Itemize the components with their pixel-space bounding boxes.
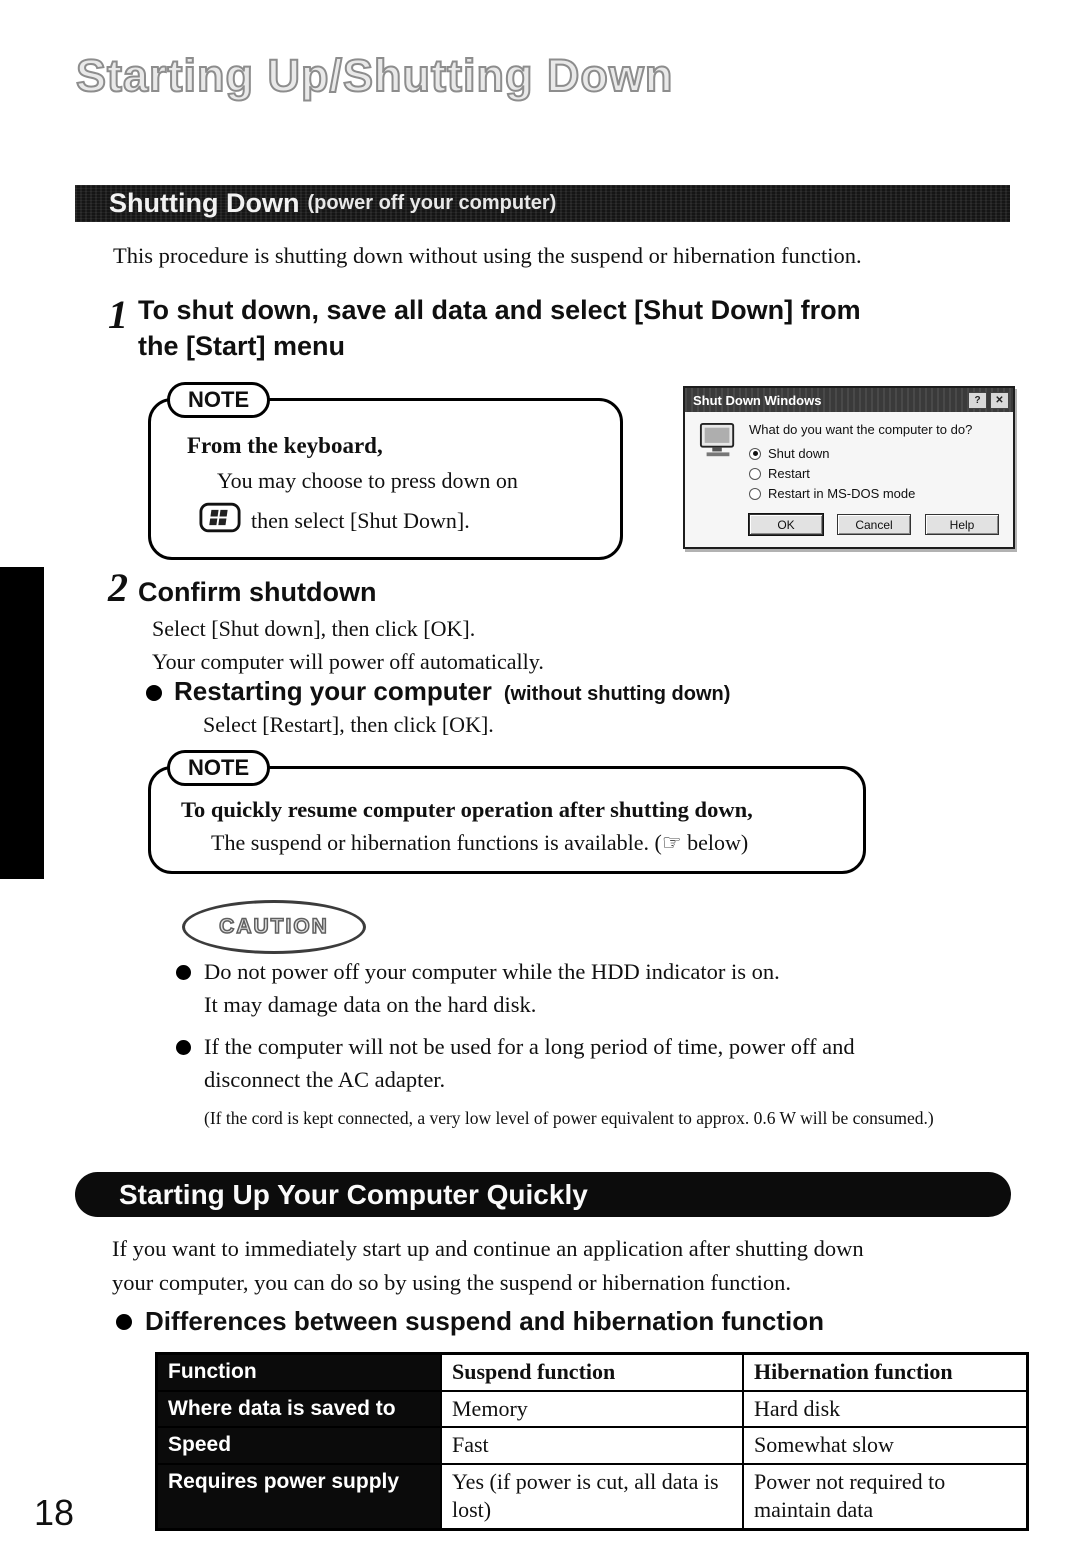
note-keyboard-line2	[199, 502, 620, 539]
radio-option-msdos	[749, 486, 1003, 501]
dialog-titlebar	[685, 388, 1013, 412]
dialog-buttons	[749, 514, 1003, 535]
step-1-heading	[138, 293, 861, 364]
caution-item2-line2: disconnect the AC adapter.	[204, 1066, 446, 1092]
step-2-line2: Your computer will power off automatically.	[152, 649, 544, 674]
section-bar-title: Shutting Down	[109, 188, 300, 218]
note-label: NOTE	[167, 750, 270, 786]
radio-option-restart	[749, 466, 1003, 481]
help-button: Help	[925, 514, 999, 535]
bullet-icon	[146, 685, 162, 701]
step-1	[108, 293, 861, 364]
caution-fine-print: (If the cord is kept connected, a very low level of power equivalent to approx. 0.6 W will be consumed.)	[204, 1108, 934, 1129]
dialog-content	[749, 422, 1003, 535]
differences-heading: Differences between suspend and hibernation function	[145, 1306, 824, 1336]
comparison-table	[155, 1352, 1029, 1531]
caution-item	[176, 956, 1038, 1022]
table-cell-speed-hibernation: Somewhat slow	[744, 1428, 1026, 1465]
starting-up-intro	[112, 1232, 864, 1300]
step-2-line1: Select [Shut down], then click [OK].	[152, 616, 476, 641]
page-number: 18	[34, 1492, 75, 1533]
ok-button: OK	[749, 514, 823, 535]
restarting-section	[146, 676, 730, 738]
bullet-icon	[176, 1040, 191, 1055]
table-cell-speed-suspend: Fast	[442, 1428, 744, 1465]
radio-icon	[749, 488, 761, 500]
radio-selected-icon	[749, 448, 761, 460]
table-cell-saved-to-suspend: Memory	[442, 1392, 744, 1429]
table-row-label-saved-to: Where data is saved to	[158, 1392, 442, 1429]
note-keyboard-line1: You may choose to press down on	[217, 468, 518, 493]
caution-item2-line1: If the computer will not be used for a long period of time, power off and	[204, 1033, 855, 1059]
step-1-heading-line2: the [Start] menu	[138, 330, 346, 361]
windows-key-icon	[199, 502, 241, 539]
starting-up-intro-line1: If you want to immediately start up and continue an application after shutting down	[112, 1236, 864, 1261]
radio-label-restart: Restart	[768, 466, 810, 481]
step-2	[108, 566, 376, 611]
table-cell-saved-to-hibernation: Hard disk	[744, 1392, 1026, 1429]
caution-label: CAUTION	[219, 915, 329, 938]
caution-badge	[182, 900, 366, 954]
section-bar-subtitle: (power off your computer)	[307, 192, 557, 214]
restarting-heading-sub: (without shutting down)	[503, 683, 731, 705]
dialog-close-icon: ✕	[990, 392, 1009, 409]
table-row-label-speed: Speed	[158, 1428, 442, 1465]
table-header-function: Function	[158, 1355, 442, 1392]
caution-item	[176, 1031, 1038, 1097]
restarting-line: Select [Restart], then click [OK].	[203, 712, 494, 737]
radio-icon	[749, 468, 761, 480]
radio-label-shut-down: Shut down	[768, 446, 830, 461]
shutting-down-intro: This procedure is shutting down without using the suspend or hibernation function.	[113, 243, 862, 268]
dialog-help-icon: ?	[968, 392, 987, 409]
side-tab-marker	[0, 567, 44, 879]
computer-icon	[697, 422, 739, 535]
note-box-keyboard	[148, 387, 623, 560]
section-bar-shutting-down	[75, 185, 1010, 222]
caution-item1-line1: Do not power off your computer while the HDD indicator is on.	[204, 959, 780, 984]
restarting-heading-row	[146, 676, 730, 707]
differences-heading-row	[116, 1306, 824, 1337]
page-title: Starting Up/Shutting Down	[76, 50, 674, 101]
note-resume-heading: To quickly resume computer operation after shutting down,	[181, 797, 753, 822]
dialog-question: What do you want the computer to do?	[749, 422, 973, 437]
radio-label-msdos: Restart in MS-DOS mode	[768, 486, 916, 501]
bullet-icon	[116, 1314, 132, 1330]
table-header-hibernation: Hibernation function	[744, 1355, 1026, 1392]
starting-up-intro-line2: your computer, you can do so by using the suspend or hibernation function.	[112, 1269, 791, 1295]
caution-item-text	[204, 956, 780, 1022]
note-label: NOTE	[167, 382, 270, 418]
note-keyboard-heading: From the keyboard,	[187, 433, 383, 458]
caution-list	[176, 956, 1038, 1132]
dialog-body	[685, 412, 1013, 547]
table-row-label-power: Requires power supply	[158, 1465, 442, 1528]
dialog-title: Shut Down Windows	[693, 392, 822, 408]
caution-item-text	[204, 1031, 855, 1097]
table-header-suspend: Suspend function	[442, 1355, 744, 1392]
note-box-resume	[148, 755, 866, 874]
bullet-icon	[176, 965, 191, 980]
note-resume-line: The suspend or hibernation functions is available. (☞ below)	[211, 830, 749, 855]
step-1-heading-line1: To shut down, save all data and select [Shut Down] from	[138, 295, 861, 325]
step-2-number: 2	[108, 565, 128, 610]
shutdown-dialog-screenshot	[683, 386, 1015, 549]
caution-item1-line2: It may damage data on the hard disk.	[204, 991, 537, 1017]
restarting-heading: Restarting your computer	[174, 676, 492, 706]
step-1-number: 1	[108, 292, 128, 337]
cancel-button: Cancel	[837, 514, 911, 535]
note-keyboard-line2-text: then select [Shut Down].	[251, 507, 470, 533]
table-cell-power-hibernation: Power not required to maintain data	[754, 1468, 946, 1523]
table-cell-power-suspend: Yes (if power is cut, all data is lost)	[442, 1465, 744, 1528]
section-bar-title: Starting Up Your Computer Quickly	[119, 1178, 588, 1210]
section-bar-starting-up-quickly	[75, 1172, 1011, 1217]
step-2-body	[152, 612, 544, 678]
radio-option-shut-down	[749, 446, 1003, 461]
step-2-heading: Confirm shutdown	[138, 577, 377, 607]
